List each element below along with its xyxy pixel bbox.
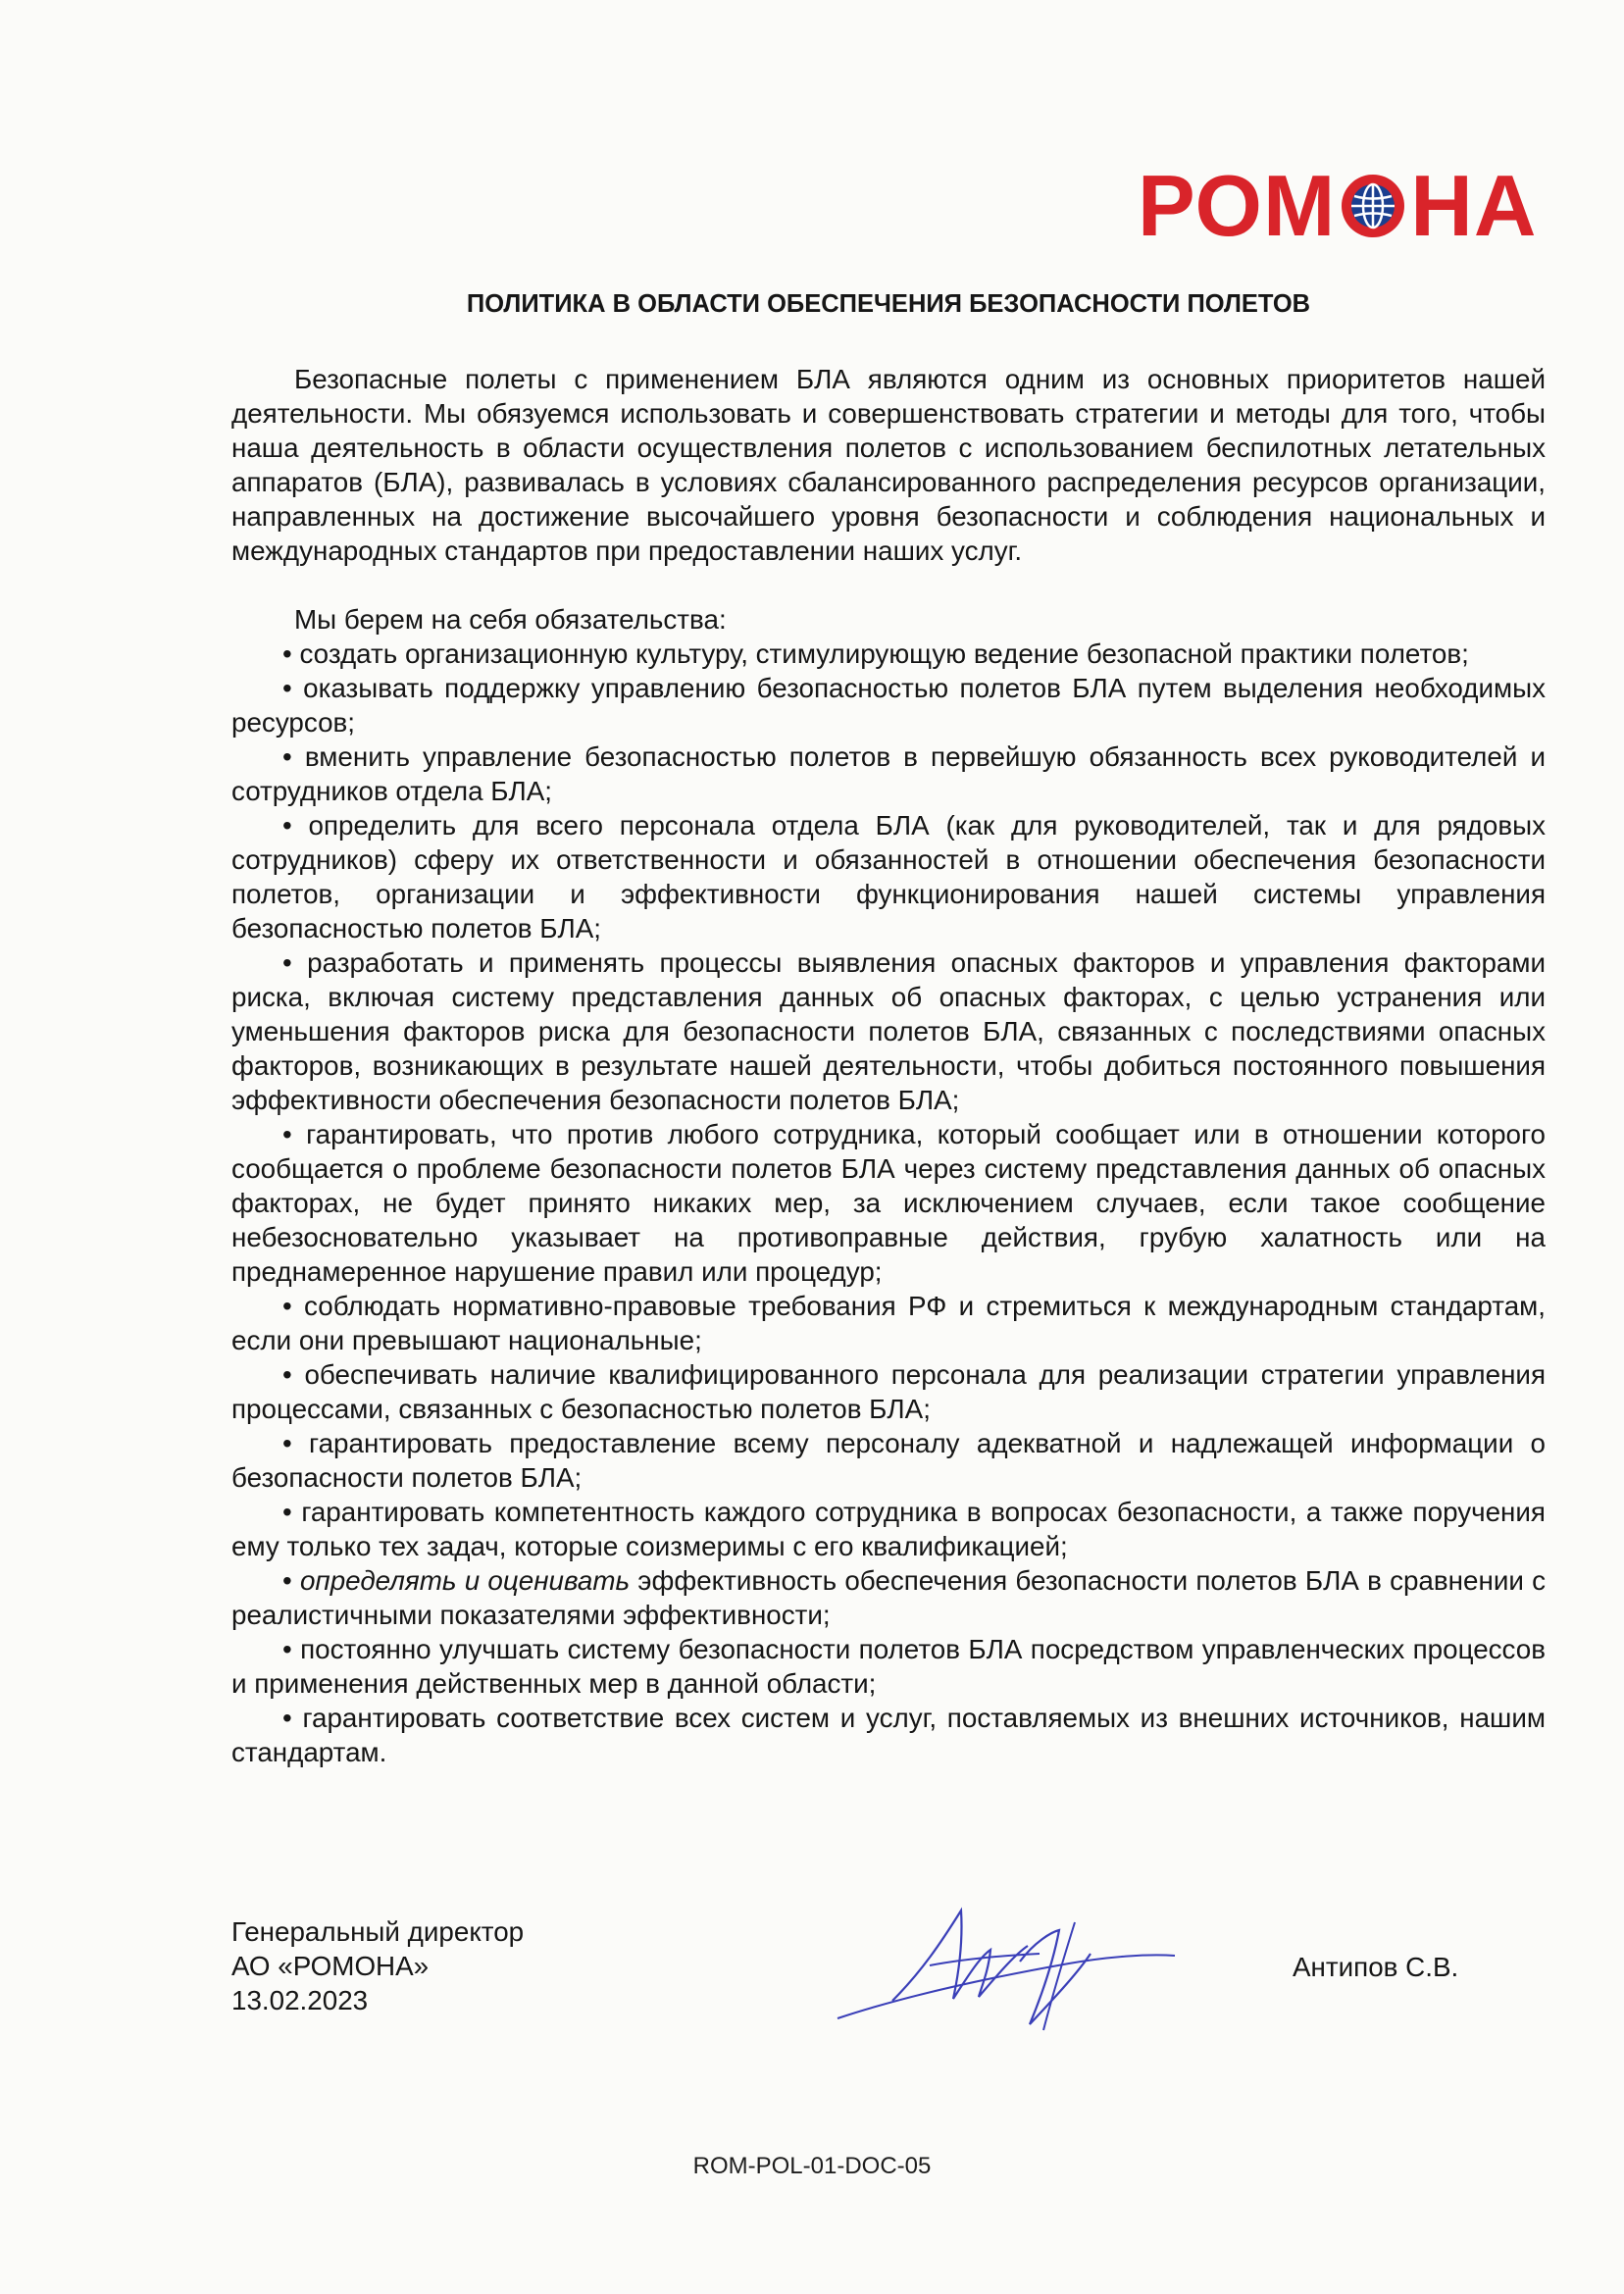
bullet-icon: •: [282, 1428, 292, 1458]
commitment-item: • постоянно улучшать систему безопасности полетов БЛА посредством управленческих процессов и применения действенных мер в данной области;: [231, 1634, 1546, 1699]
bullet-icon: •: [282, 1703, 292, 1733]
commitment-item: • разработать и применять процессы выявления опасных факторов и управления факторами риска, включая систему представления данных об опасных факторах, с целью устранения или уменьшения факторов риска для безопасности полетов БЛА, связанных с последствиями опасных факторов, возникающих в результате нашей деятельности, чтобы добиться постоянного повышения эффективности обеспечения безопасности полетов БЛА;: [231, 947, 1546, 1115]
bullet-icon: •: [282, 673, 292, 703]
handwritten-signature: [834, 1903, 1177, 2040]
commitment-item: • гарантировать соответствие всех систем и услуг, поставляемых из внешних источников, нашим стандартам.: [231, 1703, 1546, 1767]
logo-text-left: РОМ: [1138, 157, 1337, 254]
bullet-icon: •: [282, 638, 292, 669]
signatory-company: АО «РОМОНА»: [231, 1951, 430, 1981]
logo-text-right: НА: [1410, 157, 1538, 254]
commitment-item: • оказывать поддержку управлению безопасностью полетов БЛА путем выделения необходимых ресурсов;: [231, 673, 1546, 738]
company-logo: [1138, 157, 1540, 254]
commitments-heading: Мы берем на себя обязательства:: [294, 604, 727, 635]
italic-phrase: определять и оценивать: [299, 1565, 631, 1596]
commitment-item: • определять и оценивать эффективность обеспечения безопасности полетов БЛА в сравнении с реалистичными показателями эффективности;: [231, 1565, 1546, 1630]
bullet-icon: •: [282, 1497, 292, 1527]
signatory-block: [231, 1914, 524, 2017]
document-body: [231, 362, 1546, 1769]
signature-date: 13.02.2023: [231, 1985, 369, 2015]
signatory-position: Генеральный директор: [231, 1916, 525, 1947]
bullet-icon: •: [282, 1565, 292, 1596]
commitment-item: • гарантировать компетентность каждого сотрудника в вопросах безопасности, а также поручения ему только тех задач, которые соизмеримы с его квалификацией;: [231, 1497, 1546, 1561]
commitment-item: • вменить управление безопасностью полетов в первейшую обязанность всех руководителей и сотрудников отдела БЛА;: [231, 741, 1546, 806]
document-code: ROM-POL-01-DOC-05: [692, 2153, 932, 2179]
bullet-icon: •: [282, 1634, 292, 1664]
bullet-icon: •: [282, 741, 292, 772]
commitment-item: • гарантировать, что против любого сотрудника, который сообщает или в отношении которого сообщается о проблеме безопасности полетов БЛА через систему представления данных об опасных факторах, не будет принято никаких мер, за исключением случаев, если такое сообщение небезосновательно указывает на противоправные действия, грубую халатность или на преднамеренное нарушение правил или процедур;: [231, 1119, 1546, 1287]
bullet-icon: •: [282, 810, 292, 841]
bullet-icon: •: [282, 1359, 292, 1390]
bullet-icon: •: [282, 1119, 292, 1149]
commitment-item: • создать организационную культуру, стимулирующую ведение безопасной практики полетов;: [282, 638, 1469, 669]
commitment-item: • соблюдать нормативно-правовые требования РФ и стремиться к международным стандартам, если они превышают национальные;: [231, 1291, 1546, 1355]
commitment-item: • определить для всего персонала отдела БЛА (как для руководителей, так и для рядовых сотрудников) сферу их ответственности и обязанностей в отношении обеспечения безопасности полетов, организации и эффективности функционирования нашей системы управления безопасностью полетов БЛА;: [231, 810, 1546, 943]
commitment-item: • обеспечивать наличие квалифицированного персонала для реализации стратегии управления процессами, связанных с безопасностью полетов БЛА;: [231, 1359, 1547, 1424]
signatory-name: Антипов С.В.: [1293, 1952, 1459, 1982]
document-title: ПОЛИТИКА В ОБЛАСТИ ОБЕСПЕЧЕНИЯ БЕЗОПАСНОСТИ ПОЛЕТОВ: [466, 290, 1311, 318]
globe-icon: [1338, 171, 1408, 241]
bullet-icon: •: [282, 1291, 292, 1321]
commitment-item: • гарантировать предоставление всему персоналу адекватной и надлежащей информации о безопасности полетов БЛА;: [231, 1428, 1546, 1493]
bullet-icon: •: [282, 947, 292, 978]
intro-paragraph: Безопасные полеты с применением БЛА являются одним из основных приоритетов нашей деятельности. Мы обязуемся использовать и совершенствовать стратегии и методы для того, чтобы наша деятельность в области осуществления полетов с использованием беспилотных летательных аппаратов (БЛА), развивалась в условиях сбалансированного распределения ресурсов организации, направленных на достижение высочайшего уровня безопасности и соблюдения национальных и международных стандартов при предоставлении наших услуг.: [231, 364, 1546, 566]
